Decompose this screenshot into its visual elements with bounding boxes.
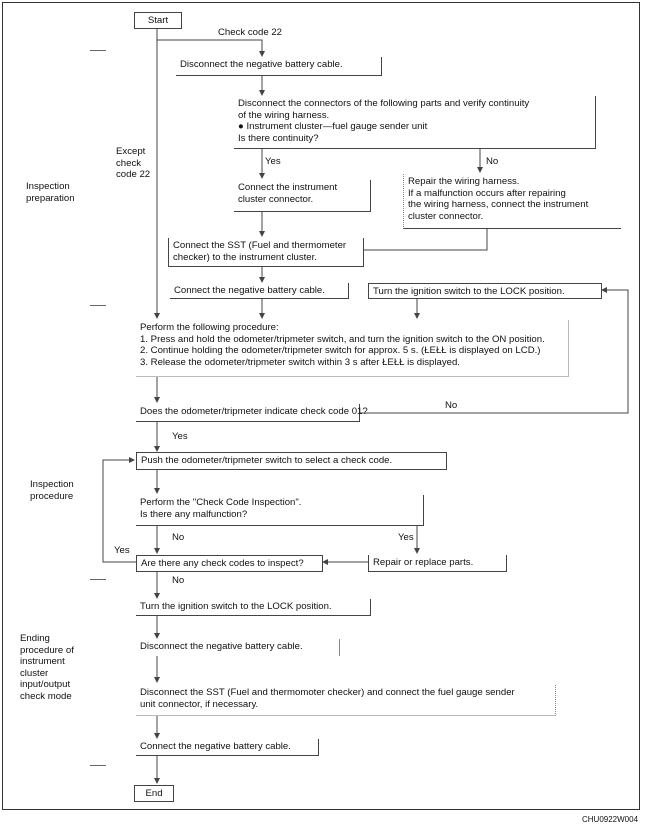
section-divider [90, 765, 106, 766]
step-connect-battery-2: Connect the negative battery cable. [136, 739, 319, 756]
label-yes-more-codes: Yes [114, 545, 130, 556]
figure-code: CHU0922W004 [582, 815, 639, 824]
end-terminal: End [134, 785, 174, 802]
section-label-ending-procedure: Ending procedure of instrument cluster input/output check mode [20, 633, 74, 702]
label-yes-code01: Yes [172, 431, 188, 442]
step-connect-cluster: Connect the instrument cluster connector. [234, 180, 371, 212]
connector-repair-sst [364, 228, 487, 250]
section-label-inspection-preparation: Inspection preparation [26, 181, 75, 204]
step-perform-procedure: Perform the following procedure: 1. Press and hold the odometer/tripmeter switch, and turn the ignition switch to the ON position. 2. Continue holding the odometer/tripmeter switch for approx. 5 s. (ŁEŁŁ is displayed on LCD.) 3. Release the odometer/tripmeter switch within 3 s after ŁEŁŁ is displayed. [136, 320, 569, 377]
step-code-inspection: Perform the "Check Code Inspection". Is there any malfunction? [136, 495, 424, 526]
label-except-check-code-22: Except check code 22 [116, 146, 151, 181]
section-divider [90, 305, 106, 306]
label-check-code-22: Check code 22 [218, 27, 282, 38]
step-repair-parts: Repair or replace parts. [368, 555, 507, 572]
step-any-more-codes: Are there any check codes to inspect? [136, 555, 323, 572]
step-disconnect-battery-2: Disconnect the negative battery cable. [136, 639, 340, 656]
step-ignition-lock-2: Turn the ignition switch to the LOCK position. [136, 599, 371, 616]
step-repair-harness: Repair the wiring harness. If a malfunction occurs after repairing the wiring harness, connect the instrument cluster connector. [403, 174, 621, 229]
step-connect-battery-1: Connect the negative battery cable. [170, 283, 349, 299]
label-yes-malfunction: Yes [398, 532, 414, 543]
step-check-code-01: Does the odometer/tripmeter indicate check code 01? [136, 404, 360, 422]
label-no-more-codes: No [172, 575, 185, 586]
label-no-code01: No [445, 400, 458, 411]
label-no-continuity: No [486, 156, 499, 167]
step-push-switch: Push the odometer/tripmeter switch to select a check code. [136, 452, 447, 470]
section-label-inspection-procedure: Inspection procedure [30, 479, 74, 502]
section-divider [90, 50, 106, 51]
start-terminal: Start [134, 12, 182, 29]
step-continuity-check: Disconnect the connectors of the following parts and verify continuity of the wiring harness. ● Instrument cluster—fuel gauge sender unit Is there continuity? [234, 96, 596, 149]
step-connect-sst: Connect the SST (Fuel and thermometer checker) to the instrument cluster. [168, 238, 364, 267]
step-disconnect-battery-1: Disconnect the negative battery cable. [176, 57, 382, 76]
section-divider [90, 579, 106, 580]
label-no-malfunction: No [172, 532, 185, 543]
label-yes-continuity: Yes [265, 156, 281, 167]
step-ignition-lock-1: Turn the ignition switch to the LOCK position. [368, 283, 602, 299]
step-disconnect-sst: Disconnect the SST (Fuel and thermomoter checker) and connect the fuel gauge sender unit connector, if necessary. [136, 685, 556, 716]
